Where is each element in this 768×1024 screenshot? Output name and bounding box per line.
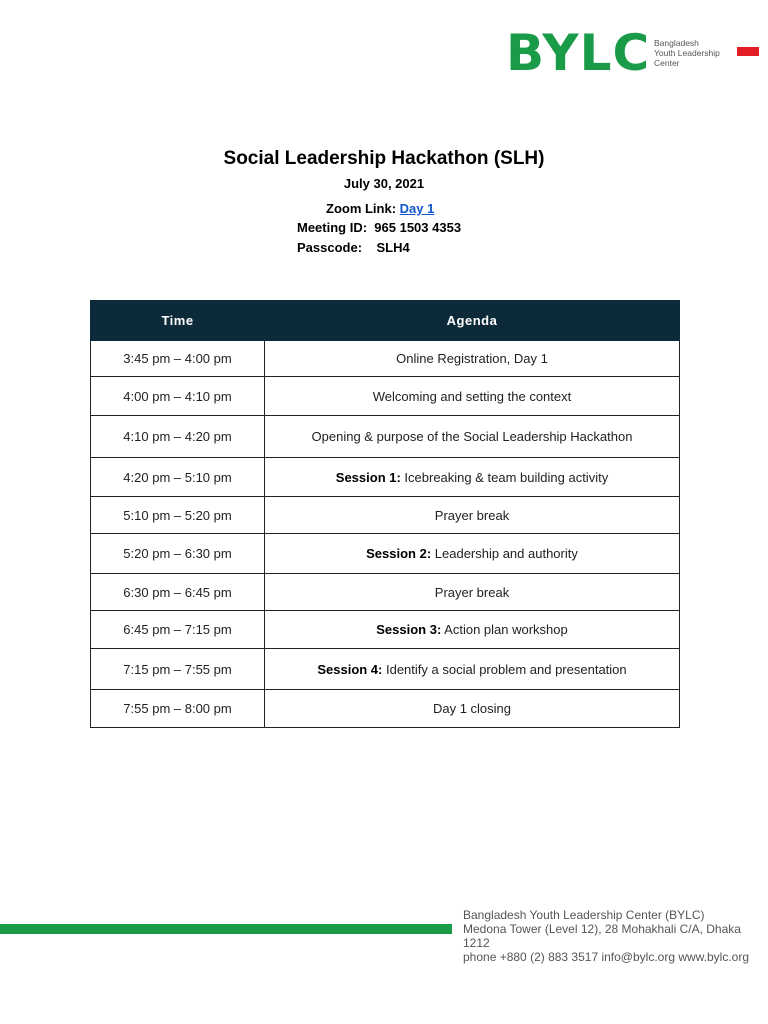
document-title: Social Leadership Hackathon (SLH) (223, 148, 545, 169)
time-cell: 5:10 pm – 5:20 pm (91, 497, 265, 534)
agenda-cell (265, 416, 680, 458)
time-cell: 7:15 pm – 7:55 pm (91, 649, 265, 690)
agenda-cell (265, 497, 680, 534)
footer-line-address: Medona Tower (Level 12), 28 Mohakhali C/A, Dhaka 1212 (463, 922, 741, 950)
time-cell: 4:00 pm – 4:10 pm (91, 377, 265, 416)
logo-subtitle-line: Bangladesh (654, 38, 699, 48)
agenda-text: Leadership and authority (431, 546, 578, 561)
agenda-cell (265, 458, 680, 497)
agenda-cell (265, 690, 680, 728)
meeting-id-line (297, 220, 461, 235)
session-label: Session 1: (335, 469, 401, 485)
session-label: Session 2: (366, 546, 432, 561)
logo-red-bar (737, 47, 759, 56)
footer-line-org: Bangladesh Youth Leadership Center (BYLC) (463, 908, 705, 922)
passcode-value: SLH4 (376, 240, 410, 255)
agenda-text: Opening & purpose of the Social Leadership Hackathon (311, 429, 633, 444)
agenda-cell (265, 574, 680, 611)
table-row (91, 377, 680, 416)
time-cell: 3:45 pm – 4:00 pm (91, 341, 265, 377)
agenda-text: Action plan workshop (441, 622, 568, 637)
meeting-id-value: 965 1503 4353 (374, 220, 462, 235)
time-cell: 6:30 pm – 6:45 pm (91, 574, 265, 611)
agenda-cell (265, 649, 680, 690)
agenda-text: Online Registration, Day 1 (396, 351, 548, 366)
passcode-line (297, 240, 410, 255)
logo-subtitle-line: Youth Leadership (654, 48, 720, 58)
header-time: Time (91, 301, 265, 341)
footer-address (463, 908, 768, 964)
time-cell: 4:10 pm – 4:20 pm (91, 416, 265, 458)
agenda-cell (265, 534, 680, 574)
table-row (91, 458, 680, 497)
table-row (91, 574, 680, 611)
table-row (91, 649, 680, 690)
time-cell: 6:45 pm – 7:15 pm (91, 611, 265, 649)
agenda-text: Prayer break (434, 507, 510, 523)
agenda-text: Icebreaking & team building activity (400, 469, 609, 485)
event-date: July 30, 2021 (343, 176, 425, 191)
table-row (91, 341, 680, 377)
footer-green-bar (0, 924, 452, 934)
time-cell: 4:20 pm – 5:10 pm (91, 458, 265, 497)
agenda-text: Welcoming and setting the context (372, 388, 572, 404)
zoom-label: Zoom Link: (326, 201, 397, 216)
footer-line-contact: phone +880 (2) 883 3517 info@bylc.org www.bylc.org (463, 950, 750, 964)
passcode-label: Passcode: (297, 240, 363, 255)
table-row (91, 497, 680, 534)
agenda-text: Day 1 closing (432, 701, 512, 716)
table-row (91, 611, 680, 649)
agenda-cell (265, 611, 680, 649)
meeting-label: Meeting ID: (297, 220, 368, 235)
bylc-logo (506, 24, 766, 82)
table-header-row (91, 301, 680, 341)
session-label: Session 4: (317, 661, 383, 677)
agenda-text: Identify a social problem and presentation (382, 661, 627, 677)
agenda-text: Prayer break (434, 584, 510, 600)
session-label: Session 3: (376, 622, 442, 637)
agenda-cell (265, 341, 680, 377)
zoom-link-line (326, 201, 434, 216)
logo-subtitle-line: Center (654, 58, 680, 68)
table-row (91, 690, 680, 728)
agenda-cell (265, 377, 680, 416)
time-cell: 5:20 pm – 6:30 pm (91, 534, 265, 574)
time-cell: 7:55 pm – 8:00 pm (91, 690, 265, 728)
table-row (91, 416, 680, 458)
agenda-table (90, 300, 680, 728)
logo-subtitle (654, 38, 720, 68)
logo-wordmark: BYLC (506, 24, 651, 82)
table-row (91, 534, 680, 574)
header-agenda: Agenda (265, 301, 680, 341)
zoom-day1-link[interactable]: Day 1 (399, 201, 435, 216)
